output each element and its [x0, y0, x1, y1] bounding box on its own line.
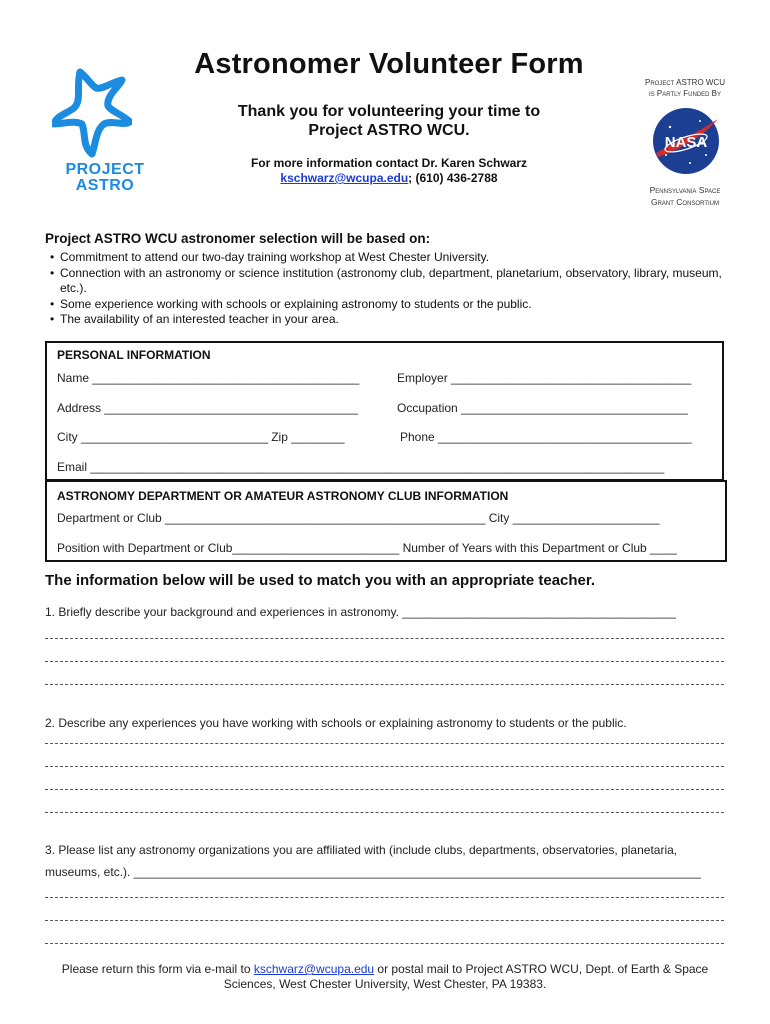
consortium-name: Pennsylvania Space Grant Consortium [649, 185, 721, 207]
question-2: 2. Describe any experiences you have working with schools or explaining astronomy to students or the public. [45, 716, 627, 730]
question-3-continued[interactable]: museums, etc.). _____________________________________________________________________________________ [45, 865, 701, 879]
answer-line[interactable] [45, 743, 724, 744]
department-club-field[interactable]: Department or Club ________________________________________________ City ______________________ [57, 511, 660, 525]
footer-email-link[interactable]: kschwarz@wcupa.edu [253, 962, 375, 976]
answer-line[interactable] [45, 920, 724, 921]
project-astro-star-logo [52, 66, 132, 158]
question-3: 3. Please list any astronomy organizations you are affiliated with (include clubs, departments, observatories, planetaria, [45, 843, 678, 857]
contact-phone: ; (610) 436-2788 [408, 171, 498, 185]
page-subtitle: Thank you for volunteering your time to Project ASTRO WCU. [237, 103, 541, 139]
answer-line[interactable] [45, 789, 724, 790]
occupation-field[interactable]: Occupation __________________________________ [397, 401, 688, 415]
answer-line[interactable] [45, 638, 724, 639]
page-title: Astronomer Volunteer Form [194, 48, 584, 80]
answer-line[interactable] [45, 766, 724, 767]
answer-line[interactable] [45, 812, 724, 813]
city-zip-field[interactable]: City ____________________________ Zip ________ [57, 430, 345, 444]
footer-return-instructions: Please return this form via e-mail to kschwarz@wcupa.edu or postal mail to Project ASTRO WCU, Dept. of Earth & Space Sciences, West Chester University, West Chester, PA 19383. [61, 962, 709, 991]
email-field[interactable]: Email ______________________________________________________________________________________ [57, 460, 665, 474]
name-field[interactable]: Name ________________________________________ [57, 371, 360, 385]
answer-line[interactable] [45, 943, 724, 944]
contact-email-link[interactable]: kschwarz@wcupa.edu [280, 171, 409, 185]
contact-info: For more information contact Dr. Karen Schwarz kschwarz@wcupa.edu; (610) 436-2788 [250, 156, 528, 185]
address-field[interactable]: Address ______________________________________ [57, 401, 358, 415]
answer-line[interactable] [45, 897, 724, 898]
personal-information-title: PERSONAL INFORMATION [57, 348, 211, 362]
list-item: • Connection with an astronomy or science institution (astronomy club, department, planetarium, observatory, library, museum, etc.). [46, 266, 726, 297]
list-item: • The availability of an interested teacher in your area. [46, 312, 726, 328]
list-item: • Commitment to attend our two-day training workshop at West Chester University. [46, 250, 726, 266]
answer-line[interactable] [45, 661, 724, 662]
phone-field[interactable]: Phone ______________________________________ [400, 430, 692, 444]
matching-heading: The information below will be used to match you with an appropriate teacher. [45, 572, 596, 589]
question-1[interactable]: 1. Briefly describe your background and experiences in astronomy. _________________________________________ [45, 605, 676, 619]
project-astro-logo-text: PROJECT ASTRO [65, 161, 145, 194]
list-item: • Some experience working with schools or explaining astronomy to students or the public. [46, 297, 726, 313]
funding-note: Project ASTRO WCU is Partly Funded By [644, 78, 725, 98]
department-information-title: ASTRONOMY DEPARTMENT OR AMATEUR ASTRONOMY CLUB INFORMATION [57, 489, 509, 503]
selection-criteria-list [46, 250, 726, 328]
answer-line[interactable] [45, 684, 724, 685]
selection-heading: Project ASTRO WCU astronomer selection will be based on: [45, 231, 431, 246]
nasa-logo-text: NASA [664, 134, 708, 151]
nasa-logo [650, 105, 722, 177]
position-years-field[interactable]: Position with Department or Club_________________________ Number of Years with this Department or Club ____ [57, 541, 677, 555]
employer-field[interactable]: Employer ____________________________________ [397, 371, 692, 385]
